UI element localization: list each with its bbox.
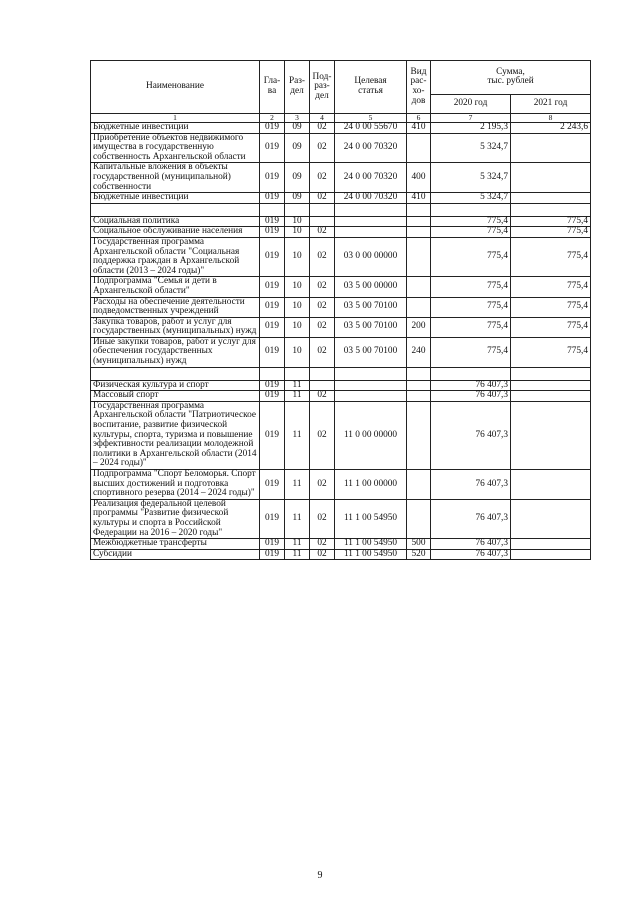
empty-cell [335,203,407,216]
cell-expense-type [407,133,431,163]
cell-expense-type: 520 [407,549,431,560]
cell-name: Расходы на обеспечение деятельности подведомственных учреждений [91,297,260,317]
cell-chapter: 019 [260,133,285,163]
cell-sum-2020: 76 407,3 [431,549,511,560]
page-number: 9 [317,870,323,881]
cell-name: Социальное обслуживание населения [91,227,260,238]
table-row [91,499,591,538]
cell-name: Государственная программа Архангельской области "Социальная поддержка граждан в Архангельской области (2013 – 2024 годы)" [91,237,260,276]
cell-sum-2020: 775,4 [431,277,511,297]
cell-chapter: 019 [260,391,285,402]
table-row [91,237,591,276]
cell-chapter: 019 [260,193,285,204]
cell-sum-2021: 2 243,6 [511,123,591,134]
cell-name: Подпрограмма "Спорт Беломорья. Спорт высших достижений и подготовка спортивного резерва (2014 – 2024 годы)" [91,470,260,500]
cell-target [335,380,407,391]
cell-subsection: 02 [310,337,335,367]
empty-cell [310,367,335,380]
cell-section: 11 [285,391,310,402]
cell-chapter: 019 [260,380,285,391]
cell-sum-2021 [511,133,591,163]
cell-name: Приобретение объектов недвижимого имущества в государственную собственность Архангельской области [91,133,260,163]
cell-section: 10 [285,337,310,367]
cell-chapter: 019 [260,227,285,238]
header-section [285,61,310,114]
cell-sum-2020: 2 195,3 [431,123,511,134]
cell-name: Физическая культура и спорт [91,380,260,391]
cell-sum-2021 [511,539,591,550]
header-section-text: Раз- дел [288,76,306,96]
cell-section: 11 [285,549,310,560]
cell-target: 11 1 00 54950 [335,539,407,550]
cell-expense-type: 500 [407,539,431,550]
cell-target: 11 1 00 54950 [335,549,407,560]
header-row [91,61,591,95]
cell-section: 09 [285,163,310,193]
empty-cell [260,367,285,380]
header-name: Наименование [91,61,260,114]
cell-target: 03 5 00 70100 [335,297,407,317]
cell-sum-2021 [511,163,591,193]
table-row [91,539,591,550]
cell-expense-type: 410 [407,123,431,134]
cell-target [335,227,407,238]
cell-expense-type [407,237,431,276]
cell-target: 03 5 00 70100 [335,317,407,337]
cell-chapter: 019 [260,539,285,550]
cell-expense-type [407,499,431,538]
table-row [91,337,591,367]
table-row [91,380,591,391]
cell-subsection: 02 [310,539,335,550]
cell-subsection: 02 [310,237,335,276]
cell-target: 03 0 00 00000 [335,237,407,276]
cell-section: 09 [285,123,310,134]
cell-subsection: 02 [310,297,335,317]
cell-sum-2020: 5 324,7 [431,193,511,204]
cell-sum-2021 [511,193,591,204]
cell-section: 10 [285,237,310,276]
cell-target: 24 0 00 70320 [335,193,407,204]
cell-subsection: 02 [310,193,335,204]
cell-name: Социальная политика [91,216,260,227]
header-chapter [260,61,285,114]
cell-section: 09 [285,133,310,163]
empty-cell [511,367,591,380]
cell-subsection: 02 [310,401,335,469]
empty-cell [310,203,335,216]
spacer-row [91,367,591,380]
cell-section: 11 [285,539,310,550]
cell-name: Иные закупки товаров, работ и услуг для обеспечения государственных (муниципальных) нужд [91,337,260,367]
cell-sum-2021: 775,4 [511,317,591,337]
table-row [91,163,591,193]
cell-section: 09 [285,193,310,204]
col-number: 1 [91,114,260,123]
table-row [91,470,591,500]
cell-chapter: 019 [260,237,285,276]
empty-cell [431,203,511,216]
header-year-2020: 2020 год [431,94,511,113]
cell-subsection: 02 [310,227,335,238]
cell-sum-2021 [511,401,591,469]
header-target [335,61,407,114]
cell-subsection: 02 [310,123,335,134]
table-row [91,297,591,317]
col-number: 4 [310,114,335,123]
col-number: 6 [407,114,431,123]
cell-sum-2020: 775,4 [431,297,511,317]
table-row [91,227,591,238]
cell-name: Бюджетные инвестиции [91,123,260,134]
cell-target [335,391,407,402]
cell-chapter: 019 [260,163,285,193]
empty-cell [285,367,310,380]
cell-expense-type [407,380,431,391]
cell-chapter: 019 [260,549,285,560]
col-number: 8 [511,114,591,123]
cell-chapter: 019 [260,470,285,500]
cell-subsection: 02 [310,133,335,163]
cell-target [335,216,407,227]
cell-sum-2020: 775,4 [431,237,511,276]
cell-subsection: 02 [310,317,335,337]
table-row [91,277,591,297]
cell-section: 10 [285,216,310,227]
cell-chapter: 019 [260,277,285,297]
cell-section: 10 [285,227,310,238]
table-row [91,193,591,204]
cell-sum-2021 [511,549,591,560]
cell-name: Капитальные вложения в объекты государственной (муниципальной) собственности [91,163,260,193]
empty-cell [511,203,591,216]
cell-sum-2021: 775,4 [511,297,591,317]
table-body [91,123,591,560]
empty-cell [407,203,431,216]
cell-subsection: 02 [310,499,335,538]
cell-chapter: 019 [260,297,285,317]
table-row [91,391,591,402]
cell-subsection: 02 [310,391,335,402]
cell-sum-2020: 76 407,3 [431,391,511,402]
cell-expense-type [407,297,431,317]
cell-sum-2021 [511,499,591,538]
cell-name: Бюджетные инвестиции [91,193,260,204]
cell-section: 10 [285,277,310,297]
cell-expense-type [407,401,431,469]
table-row [91,133,591,163]
cell-section: 11 [285,499,310,538]
cell-chapter: 019 [260,317,285,337]
spacer-row [91,203,591,216]
header-sum [431,61,591,95]
empty-cell [91,367,260,380]
col-number: 3 [285,114,310,123]
cell-name: Подпрограмма "Семья и дети в Архангельской области" [91,277,260,297]
cell-target: 24 0 00 55670 [335,123,407,134]
cell-sum-2021: 775,4 [511,337,591,367]
cell-expense-type [407,470,431,500]
header-target-text: Целевая статья [354,76,387,96]
cell-chapter: 019 [260,401,285,469]
cell-name: Межбюджетные трансферты [91,539,260,550]
header-subsection [310,61,335,114]
budget-table-sheet [90,60,590,560]
cell-section: 10 [285,317,310,337]
cell-expense-type: 240 [407,337,431,367]
table-row [91,317,591,337]
cell-name: Субсидии [91,549,260,560]
cell-name: Государственная программа Архангельской области "Патриотическое воспитание, развитие физической культуры, спорта, туризма и повышение эффективности реализации молодежной политики в Архангельской области (2014 – 2024 годы)" [91,401,260,469]
header-chapter-text: Гла- ва [263,76,281,96]
cell-subsection: 02 [310,277,335,297]
cell-sum-2020: 775,4 [431,317,511,337]
table-row [91,401,591,469]
cell-target: 11 1 00 00000 [335,470,407,500]
empty-cell [260,203,285,216]
budget-table [90,60,591,560]
cell-sum-2020: 76 407,3 [431,470,511,500]
cell-subsection [310,216,335,227]
cell-sum-2020: 76 407,3 [431,539,511,550]
cell-expense-type [407,277,431,297]
cell-target: 24 0 00 70320 [335,133,407,163]
cell-expense-type: 410 [407,193,431,204]
cell-target: 03 5 00 70100 [335,337,407,367]
col-number: 2 [260,114,285,123]
cell-expense-type [407,216,431,227]
cell-section: 11 [285,380,310,391]
cell-target: 11 0 00 00000 [335,401,407,469]
cell-section: 11 [285,470,310,500]
cell-sum-2021: 775,4 [511,227,591,238]
table-row [91,123,591,134]
col-number: 7 [431,114,511,123]
cell-sum-2020: 5 324,7 [431,133,511,163]
cell-sum-2020: 76 407,3 [431,380,511,391]
cell-sum-2021 [511,470,591,500]
cell-subsection [310,380,335,391]
col-number: 5 [335,114,407,123]
empty-cell [335,367,407,380]
header-expense-type-text: Вид рас- хо- дов [410,66,427,106]
cell-sum-2020: 775,4 [431,227,511,238]
cell-sum-2020: 775,4 [431,216,511,227]
cell-expense-type [407,227,431,238]
cell-expense-type: 200 [407,317,431,337]
cell-sum-2020: 76 407,3 [431,401,511,469]
cell-sum-2021: 775,4 [511,237,591,276]
cell-target: 11 1 00 54950 [335,499,407,538]
cell-target: 03 5 00 00000 [335,277,407,297]
cell-name: Закупка товаров, работ и услуг для государственных (муниципальных) нужд [91,317,260,337]
empty-cell [91,203,260,216]
cell-sum-2021 [511,391,591,402]
cell-expense-type: 400 [407,163,431,193]
cell-expense-type [407,391,431,402]
cell-subsection: 02 [310,470,335,500]
cell-target: 24 0 00 70320 [335,163,407,193]
table-row [91,549,591,560]
cell-name: Массовый спорт [91,391,260,402]
cell-chapter: 019 [260,216,285,227]
cell-sum-2020: 775,4 [431,337,511,367]
cell-sum-2021: 775,4 [511,216,591,227]
cell-chapter: 019 [260,499,285,538]
cell-sum-2021 [511,380,591,391]
cell-chapter: 019 [260,123,285,134]
cell-name: Реализация федеральной целевой программы "Развитие физической культуры и спорта в Российской Федерации на 2016 – 2020 годы" [91,499,260,538]
cell-chapter: 019 [260,337,285,367]
header-subsection-text: Под- раз- дел [312,71,332,101]
cell-subsection: 02 [310,549,335,560]
empty-cell [431,367,511,380]
header-expense-type [407,61,431,114]
header-year-2021: 2021 год [511,94,591,113]
cell-sum-2020: 5 324,7 [431,163,511,193]
empty-cell [407,367,431,380]
cell-sum-2020: 76 407,3 [431,499,511,538]
cell-section: 11 [285,401,310,469]
cell-sum-2021: 775,4 [511,277,591,297]
empty-cell [285,203,310,216]
cell-section: 10 [285,297,310,317]
cell-subsection: 02 [310,163,335,193]
header-sum-text: Сумма, тыс. рублей [487,66,534,87]
